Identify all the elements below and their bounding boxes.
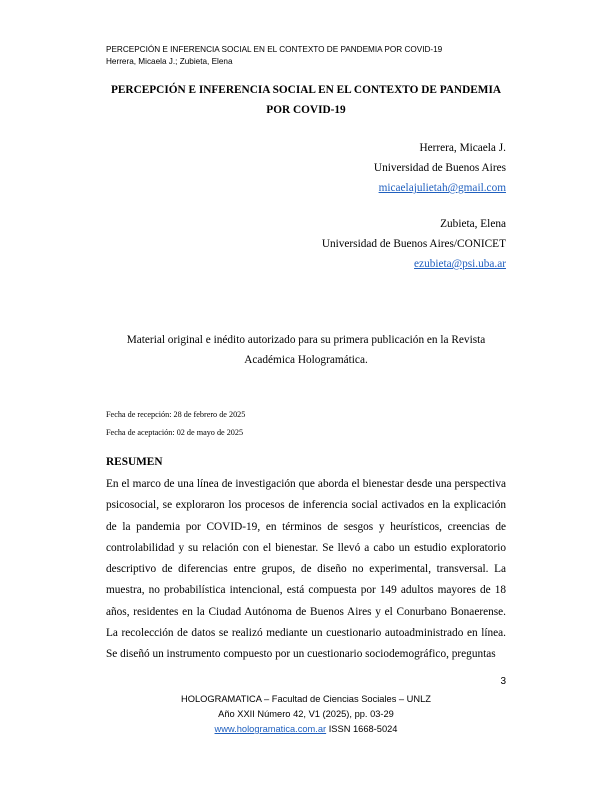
author-affiliation: Universidad de Buenos Aires/CONICET (321, 238, 506, 250)
footer-journal: HOLOGRAMATICA – Facultad de Ciencias Sociales – UNLZ (181, 694, 431, 704)
submission-dates (106, 406, 245, 442)
page-footer (106, 692, 506, 737)
paper-title (106, 80, 506, 120)
author-block-1 (374, 138, 506, 198)
accepted-date: Fecha de aceptación: 02 de mayo de 2025 (106, 428, 244, 437)
author-name: Zubieta, Elena (440, 218, 506, 230)
journal-website-link[interactable]: www.hologramatica.com.ar (214, 724, 327, 734)
publication-note (106, 330, 506, 370)
author-affiliation: Universidad de Buenos Aires (373, 162, 506, 174)
footer-issn: ISSN 1668-5024 (326, 724, 398, 734)
paper-title-line-1: PERCEPCIÓN E INFERENCIA SOCIAL EN EL CONTEXTO DE PANDEMIA (110, 84, 501, 96)
footer-url-line (106, 722, 506, 737)
footer-issue: Año XXII Número 42, V1 (2025), pp. 03-29 (218, 709, 394, 719)
page-number: 3 (500, 676, 506, 687)
author-email-link[interactable]: ezubieta@psi.uba.ar (414, 258, 506, 270)
abstract-heading: RESUMEN (106, 456, 163, 468)
author-email-link[interactable]: micaelajulietah@gmail.com (378, 182, 506, 194)
publication-note-line-1: Material original e inédito autorizado para su primera publicación en la Revista (126, 334, 486, 346)
publication-note-line-2: Académica Hologramática. (244, 354, 368, 366)
author-name: Herrera, Micaela J. (419, 142, 506, 154)
paper-title-line-2: POR COVID-19 (266, 104, 346, 116)
author-block-2 (322, 214, 506, 274)
abstract-text: En el marco de una línea de investigación que aborda el bienestar desde una perspectiva psicosocial, se exploraron los procesos de inferencia social activados en la explicación de la pandemia por COVID-19, en términos de sesgos y heurísticos, creencias de controlabilidad y su relación con el bienestar. Se llevó a cabo un estudio exploratorio descriptivo de diferencias entre grupos, de diseño no experimental, transversal. La muestra, no probabilística intencional, está compuesta por 149 adultos mayores de 18 años, residentes en la Ciudad Autónoma de Buenos Aires y el Conurbano Bonaerense. La recolección de datos se realizó mediante un cuestionario autoadministrado en línea. Se diseñó un instrumento compuesto por un cuestionario sociodemográfico, preguntas (106, 478, 506, 661)
received-date: Fecha de recepción: 28 de febrero de 2025 (106, 410, 246, 419)
running-header-title: PERCEPCIÓN E INFERENCIA SOCIAL EN EL CONTEXTO DE PANDEMIA POR COVID-19 (106, 45, 443, 54)
running-header (106, 44, 442, 68)
running-header-authors: Herrera, Micaela J.; Zubieta, Elena (106, 57, 233, 66)
